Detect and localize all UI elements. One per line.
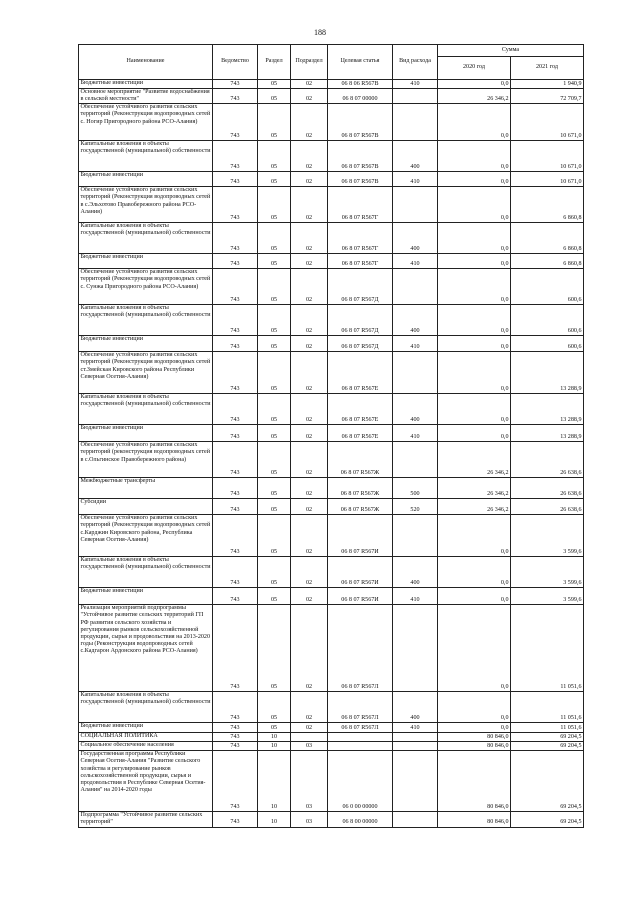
row-ministry: 743 — [213, 394, 258, 425]
row-name: Обеспечение устойчивого развития сельских территорий (Реконструкция водопроводных сетей с.Карджин Кировского района, Республика Северная Осетия-Алания) — [79, 515, 213, 557]
row-sum-2020: 0,0 — [438, 394, 511, 425]
header-ministry: Ведомство — [213, 45, 258, 80]
table-row — [79, 442, 584, 478]
row-sum-2021: 6 860,8 — [511, 187, 584, 223]
row-ministry: 743 — [213, 812, 258, 827]
row-sum-2021: 11 051,6 — [511, 692, 584, 723]
row-name: Бюджетные инвестиции — [79, 80, 213, 89]
row-sum-2020: 0,0 — [438, 305, 511, 336]
row-name: Капитальные вложения в объекты государственной (муниципальной) собственности — [79, 692, 213, 723]
row-section: 10 — [258, 751, 291, 812]
row-target-item: 06 8 07 R567И — [328, 588, 393, 605]
row-name: Бюджетные инвестиции — [79, 588, 213, 605]
row-subsection: 02 — [291, 104, 328, 141]
table-row — [79, 733, 584, 742]
row-expense-type: 410 — [393, 80, 438, 89]
row-sum-2021: 600,6 — [511, 336, 584, 352]
row-sum-2020: 0,0 — [438, 723, 511, 733]
row-expense-type: 400 — [393, 394, 438, 425]
row-ministry: 743 — [213, 172, 258, 187]
row-name: Бюджетные инвестиции — [79, 425, 213, 442]
row-expense-type: 410 — [393, 425, 438, 442]
page-number: 188 — [314, 28, 326, 37]
row-ministry: 743 — [213, 80, 258, 89]
row-expense-type: 410 — [393, 723, 438, 733]
row-sum-2021: 69 204,5 — [511, 733, 584, 742]
table-row — [79, 557, 584, 588]
row-sum-2020: 0,0 — [438, 605, 511, 692]
header-sum: Сумма — [438, 45, 584, 57]
row-subsection: 02 — [291, 172, 328, 187]
row-subsection: 02 — [291, 305, 328, 336]
row-name: Капитальные вложения в объекты государственной (муниципальной) собственности — [79, 305, 213, 336]
table-row — [79, 172, 584, 187]
row-sum-2021: 600,6 — [511, 305, 584, 336]
row-sum-2020: 0,0 — [438, 425, 511, 442]
row-sum-2020: 80 846,0 — [438, 812, 511, 827]
row-section: 05 — [258, 605, 291, 692]
row-target-item: 06 8 07 R567И — [328, 557, 393, 588]
row-expense-type: 410 — [393, 588, 438, 605]
row-sum-2020: 0,0 — [438, 223, 511, 254]
table-row — [79, 425, 584, 442]
row-sum-2021: 11 051,6 — [511, 605, 584, 692]
table-row — [79, 223, 584, 254]
row-expense-type — [393, 751, 438, 812]
row-sum-2020: 0,0 — [438, 557, 511, 588]
row-expense-type — [393, 269, 438, 305]
row-section: 05 — [258, 442, 291, 478]
row-sum-2020: 0,0 — [438, 141, 511, 172]
row-ministry: 743 — [213, 425, 258, 442]
row-expense-type — [393, 605, 438, 692]
row-section: 05 — [258, 588, 291, 605]
row-section: 05 — [258, 89, 291, 104]
row-sum-2021: 3 599,6 — [511, 557, 584, 588]
row-section: 05 — [258, 80, 291, 89]
row-target-item: 06 8 07 R567Ж — [328, 478, 393, 499]
row-section: 05 — [258, 305, 291, 336]
row-sum-2021: 10 671,0 — [511, 172, 584, 187]
row-target-item: 06 8 07 R567Д — [328, 336, 393, 352]
row-ministry: 743 — [213, 442, 258, 478]
row-expense-type: 410 — [393, 254, 438, 269]
row-subsection: 02 — [291, 80, 328, 89]
table-row — [79, 751, 584, 812]
row-sum-2020: 0,0 — [438, 336, 511, 352]
header-expense-type: Вид расхода — [393, 45, 438, 80]
row-subsection: 02 — [291, 442, 328, 478]
table-row — [79, 336, 584, 352]
row-name: Обеспечение устойчивого развития сельских территорий (Реконструкция водопроводных сетей в с.Эльхотово Правобережного района РСО-Алания) — [79, 187, 213, 223]
row-expense-type: 400 — [393, 141, 438, 172]
row-ministry: 743 — [213, 269, 258, 305]
row-section: 05 — [258, 515, 291, 557]
table-row — [79, 723, 584, 733]
row-subsection: 02 — [291, 336, 328, 352]
row-name: Субсидии — [79, 499, 213, 515]
row-section: 05 — [258, 557, 291, 588]
row-ministry: 743 — [213, 336, 258, 352]
table-row — [79, 352, 584, 394]
row-subsection — [291, 733, 328, 742]
row-sum-2021: 10 671,0 — [511, 104, 584, 141]
row-name: Бюджетные инвестиции — [79, 254, 213, 269]
row-target-item: 06 8 07 R567Г — [328, 187, 393, 223]
row-target-item: 06 8 07 R567Л — [328, 605, 393, 692]
row-sum-2020: 26 346,2 — [438, 89, 511, 104]
row-subsection: 02 — [291, 223, 328, 254]
table-row — [79, 141, 584, 172]
row-subsection: 02 — [291, 723, 328, 733]
row-name: Капитальные вложения в объекты государственной (муниципальной) собственности — [79, 394, 213, 425]
row-expense-type — [393, 352, 438, 394]
row-target-item: 06 8 07 R567Е — [328, 425, 393, 442]
row-subsection: 02 — [291, 692, 328, 723]
header-target-item: Целевая статья — [328, 45, 393, 80]
row-sum-2020: 80 846,0 — [438, 733, 511, 742]
table-row — [79, 515, 584, 557]
row-sum-2021: 3 599,6 — [511, 515, 584, 557]
row-expense-type: 410 — [393, 172, 438, 187]
row-target-item: 06 8 07 R567Г — [328, 223, 393, 254]
row-sum-2020: 0,0 — [438, 515, 511, 557]
row-subsection: 02 — [291, 557, 328, 588]
table-row — [79, 269, 584, 305]
row-ministry: 743 — [213, 692, 258, 723]
row-target-item: 06 8 07 R567Д — [328, 269, 393, 305]
row-sum-2021: 72 709,7 — [511, 89, 584, 104]
row-sum-2021: 11 051,6 — [511, 723, 584, 733]
row-sum-2020: 0,0 — [438, 588, 511, 605]
row-target-item: 06 8 07 R567Ж — [328, 499, 393, 515]
row-target-item: 06 8 07 R567Л — [328, 723, 393, 733]
row-ministry: 743 — [213, 478, 258, 499]
row-subsection: 02 — [291, 269, 328, 305]
row-subsection: 03 — [291, 751, 328, 812]
row-sum-2020: 80 846,0 — [438, 751, 511, 812]
table-row — [79, 605, 584, 692]
row-ministry: 743 — [213, 723, 258, 733]
row-target-item: 06 8 07 R567Л — [328, 692, 393, 723]
table-row — [79, 812, 584, 827]
row-name: Капитальные вложения в объекты государственной (муниципальной) собственности — [79, 141, 213, 172]
row-target-item: 06 8 07 R567Е — [328, 394, 393, 425]
table-row — [79, 305, 584, 336]
row-sum-2021: 69 204,5 — [511, 812, 584, 827]
row-sum-2021: 6 860,8 — [511, 254, 584, 269]
row-name: Государственная программа Республики Северная Осетия-Алания "Развитие сельского хозяйства и регулирование рынков сельскохозяйственной продукции, сырья и продовольствия в Республике Северная Осетия-Алания" на 2014-2020 годы — [79, 751, 213, 812]
row-expense-type: 410 — [393, 336, 438, 352]
row-subsection: 02 — [291, 425, 328, 442]
row-sum-2021: 26 638,6 — [511, 442, 584, 478]
row-ministry: 743 — [213, 254, 258, 269]
row-expense-type: 500 — [393, 478, 438, 499]
row-target-item: 06 8 07 R567Г — [328, 254, 393, 269]
row-target-item: 06 8 07 R567Е — [328, 352, 393, 394]
row-target-item — [328, 733, 393, 742]
row-ministry: 743 — [213, 141, 258, 172]
row-ministry: 743 — [213, 104, 258, 141]
table-row — [79, 499, 584, 515]
row-expense-type — [393, 442, 438, 478]
header-name: Наименование — [79, 45, 213, 80]
header-subsection: Подраздел — [291, 45, 328, 80]
row-sum-2021: 26 638,6 — [511, 478, 584, 499]
row-expense-type: 400 — [393, 692, 438, 723]
row-target-item: 06 0 00 00000 — [328, 751, 393, 812]
row-name: Подпрограмма "Устойчивое развитие сельских территорий" — [79, 812, 213, 827]
row-subsection: 02 — [291, 141, 328, 172]
header-year-2021: 2021 год — [511, 57, 584, 80]
row-subsection: 02 — [291, 254, 328, 269]
row-sum-2020: 0,0 — [438, 352, 511, 394]
row-name: Капитальные вложения в объекты государственной (муниципальной) собственности — [79, 557, 213, 588]
row-subsection: 03 — [291, 812, 328, 827]
row-expense-type — [393, 812, 438, 827]
row-name: Межбюджетные трансферты — [79, 478, 213, 499]
row-target-item: 06 8 07 R567В — [328, 141, 393, 172]
row-sum-2020: 0,0 — [438, 187, 511, 223]
row-name: Социальное обеспечение населения — [79, 742, 213, 751]
row-ministry: 743 — [213, 499, 258, 515]
row-subsection: 02 — [291, 394, 328, 425]
row-expense-type: 400 — [393, 223, 438, 254]
row-sum-2020: 0,0 — [438, 104, 511, 141]
budget-table — [78, 44, 584, 828]
row-sum-2021: 3 599,6 — [511, 588, 584, 605]
row-sum-2021: 69 204,5 — [511, 751, 584, 812]
row-subsection: 02 — [291, 499, 328, 515]
table-row — [79, 254, 584, 269]
row-sum-2020: 0,0 — [438, 172, 511, 187]
row-target-item: 06 8 06 R567B — [328, 80, 393, 89]
row-name: Бюджетные инвестиции — [79, 723, 213, 733]
table-row — [79, 104, 584, 141]
row-section: 05 — [258, 104, 291, 141]
row-sum-2020: 0,0 — [438, 269, 511, 305]
row-sum-2021: 26 638,6 — [511, 499, 584, 515]
row-ministry: 743 — [213, 305, 258, 336]
row-section: 10 — [258, 812, 291, 827]
row-sum-2021: 69 204,5 — [511, 742, 584, 751]
row-ministry: 743 — [213, 352, 258, 394]
row-subsection: 02 — [291, 588, 328, 605]
row-name: Обеспечение устойчивого развития сельских территорий (реконструкция водопроводных сетей в с.Ольгинское Правобережного района) — [79, 442, 213, 478]
row-subsection: 02 — [291, 515, 328, 557]
table-row — [79, 89, 584, 104]
row-target-item: 06 8 07 00000 — [328, 89, 393, 104]
row-section: 05 — [258, 394, 291, 425]
row-name: Основное мероприятие "Развитие водоснабжения в сельской местности" — [79, 89, 213, 104]
row-ministry: 743 — [213, 223, 258, 254]
table-row — [79, 742, 584, 751]
row-target-item: 06 8 07 R567Д — [328, 305, 393, 336]
row-name: Обеспечение устойчивого развития сельских территорий (Реконструкция водопроводных сетей ст.Змейская Кировского района Республики Северная Осетия-Алания) — [79, 352, 213, 394]
row-sum-2020: 26 346,2 — [438, 478, 511, 499]
row-sum-2020: 26 346,2 — [438, 442, 511, 478]
row-subsection: 02 — [291, 478, 328, 499]
row-target-item: 06 8 00 00000 — [328, 812, 393, 827]
row-sum-2020: 0,0 — [438, 254, 511, 269]
row-expense-type: 520 — [393, 499, 438, 515]
row-ministry: 743 — [213, 733, 258, 742]
row-section: 05 — [258, 425, 291, 442]
table-body — [79, 80, 584, 828]
row-section: 05 — [258, 352, 291, 394]
row-ministry: 743 — [213, 742, 258, 751]
row-expense-type — [393, 187, 438, 223]
row-ministry: 743 — [213, 557, 258, 588]
row-sum-2021: 13 288,9 — [511, 394, 584, 425]
row-expense-type: 400 — [393, 305, 438, 336]
row-subsection: 03 — [291, 742, 328, 751]
row-expense-type — [393, 89, 438, 104]
row-section: 05 — [258, 269, 291, 305]
row-section: 05 — [258, 499, 291, 515]
row-expense-type — [393, 733, 438, 742]
row-section: 05 — [258, 187, 291, 223]
row-ministry: 743 — [213, 588, 258, 605]
row-sum-2020: 0,0 — [438, 692, 511, 723]
row-name: Реализация мероприятий подпрограммы "Устойчивое развитие сельских территорий ГП РФ развития сельского хозяйства и регулирования рынков сельскохозяйственной продукции, сырья и продовольствия на 2013-2020 годы (Реконструкция водопроводных сетей с.Кадгарон Ардонского района РСО-Алания) — [79, 605, 213, 692]
row-ministry: 743 — [213, 751, 258, 812]
row-expense-type — [393, 515, 438, 557]
table-row — [79, 187, 584, 223]
header-section: Раздел — [258, 45, 291, 80]
table-row — [79, 692, 584, 723]
row-section: 05 — [258, 478, 291, 499]
row-sum-2020: 80 846,0 — [438, 742, 511, 751]
row-subsection: 02 — [291, 605, 328, 692]
row-name: Обеспечение устойчивого развития сельских территорий (Реконструкция водопроводных сетей с. Сунжа Пригородного района РСО-Алания) — [79, 269, 213, 305]
row-target-item: 06 8 07 R567В — [328, 104, 393, 141]
row-target-item: 06 8 07 R567Ж — [328, 442, 393, 478]
table-row — [79, 394, 584, 425]
row-section: 05 — [258, 172, 291, 187]
row-sum-2021: 600,6 — [511, 269, 584, 305]
row-sum-2021: 13 288,9 — [511, 425, 584, 442]
row-sum-2021: 10 671,0 — [511, 141, 584, 172]
row-ministry: 743 — [213, 187, 258, 223]
row-expense-type — [393, 742, 438, 751]
row-target-item: 06 8 07 R567В — [328, 172, 393, 187]
row-section: 05 — [258, 141, 291, 172]
row-ministry: 743 — [213, 89, 258, 104]
row-subsection: 02 — [291, 187, 328, 223]
row-sum-2021: 6 860,8 — [511, 223, 584, 254]
table-row — [79, 80, 584, 89]
row-name: Капитальные вложения в объекты государственной (муниципальной) собственности — [79, 223, 213, 254]
row-sum-2021: 13 288,9 — [511, 352, 584, 394]
row-expense-type: 400 — [393, 557, 438, 588]
row-sum-2020: 0,0 — [438, 80, 511, 89]
row-name: СОЦИАЛЬНАЯ ПОЛИТИКА — [79, 733, 213, 742]
row-sum-2020: 26 346,2 — [438, 499, 511, 515]
row-section: 05 — [258, 723, 291, 733]
row-name: Бюджетные инвестиции — [79, 336, 213, 352]
row-name: Обеспечение устойчивого развития сельских территорий (Реконструкция водопроводных сетей с. Ногир Пригородного района РСО-Алания) — [79, 104, 213, 141]
row-name: Бюджетные инвестиции — [79, 172, 213, 187]
row-target-item — [328, 742, 393, 751]
row-section: 10 — [258, 733, 291, 742]
row-section: 05 — [258, 336, 291, 352]
row-ministry: 743 — [213, 605, 258, 692]
row-section: 05 — [258, 254, 291, 269]
header-year-2020: 2020 год — [438, 57, 511, 80]
row-subsection: 02 — [291, 89, 328, 104]
row-ministry: 743 — [213, 515, 258, 557]
row-section: 10 — [258, 742, 291, 751]
table-row — [79, 588, 584, 605]
row-expense-type — [393, 104, 438, 141]
row-section: 05 — [258, 692, 291, 723]
table-row — [79, 478, 584, 499]
row-section: 05 — [258, 223, 291, 254]
row-sum-2021: 1 940,9 — [511, 80, 584, 89]
row-target-item: 06 8 07 R567И — [328, 515, 393, 557]
row-subsection: 02 — [291, 352, 328, 394]
